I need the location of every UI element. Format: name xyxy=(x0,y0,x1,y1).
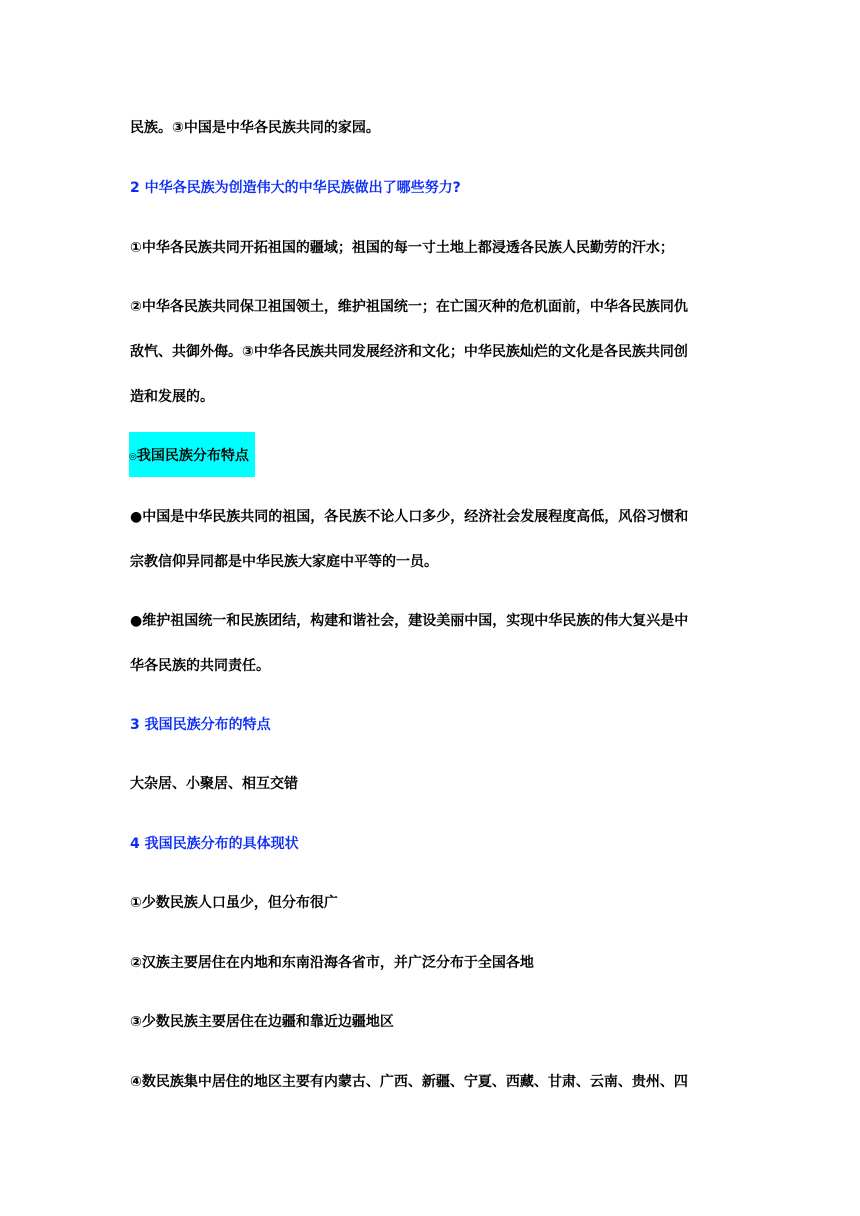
question-heading-2: 2 中华各民族为创造伟大的中华民族做出了哪些努力? xyxy=(130,180,461,196)
bullet-1-line-1: ●中国是中华民族共同的祖国，各民族不论人口多少，经济社会发展程度高低，风俗习惯和 xyxy=(130,509,689,525)
answer-item-2-line-2: 敌忾、共御外侮。③中华各民族共同发展经济和文化；中华民族灿烂的文化是各民族共同创 xyxy=(130,344,688,360)
answer-distribution: 大杂居、小聚居、相互交错 xyxy=(130,776,298,792)
bullet-2-line-1: ●维护祖国统一和民族团结，构建和谐社会，建设美丽中国，实现中华民族的伟大复兴是中 xyxy=(130,613,689,629)
list-item-2: ②汉族主要居住在内地和东南沿海各省市，并广泛分布于全国各地 xyxy=(130,955,534,971)
answer-item-2-line-1: ②中华各民族共同保卫祖国领土，维护祖国统一；在亡国灭种的危机面前，中华各民族同仇 xyxy=(130,299,688,315)
answer-item-2-line-3: 造和发展的。 xyxy=(130,389,214,405)
list-item-1: ①少数民族人口虽少，但分布很广 xyxy=(130,895,338,911)
highlight-box xyxy=(129,432,255,477)
list-item-4: ④数民族集中居住的地区主要有内蒙古、广西、新疆、宁夏、西藏、甘肃、云南、贵州、四 xyxy=(130,1074,688,1090)
answer-item-1: ①中华各民族共同开拓祖国的疆域；祖国的每一寸土地上都浸透各民族人民勤劳的汗水； xyxy=(130,240,674,256)
highlight-heading-text: 我国民族分布特点 xyxy=(136,448,249,464)
highlighted-section-heading xyxy=(130,432,740,477)
paragraph-continuation: 民族。③中国是中华各民族共同的家园。 xyxy=(130,120,380,136)
circle-mark-icon: ◎ xyxy=(129,452,137,462)
question-heading-4: 4 我国民族分布的具体现状 xyxy=(130,836,299,852)
bullet-2-line-2: 华各民族的共同责任。 xyxy=(130,658,270,674)
question-heading-3: 3 我国民族分布的特点 xyxy=(130,717,271,733)
list-item-3: ③少数民族主要居住在边疆和靠近边疆地区 xyxy=(130,1014,394,1030)
bullet-1-line-2: 宗教信仰异同都是中华民族大家庭中平等的一员。 xyxy=(130,554,438,570)
